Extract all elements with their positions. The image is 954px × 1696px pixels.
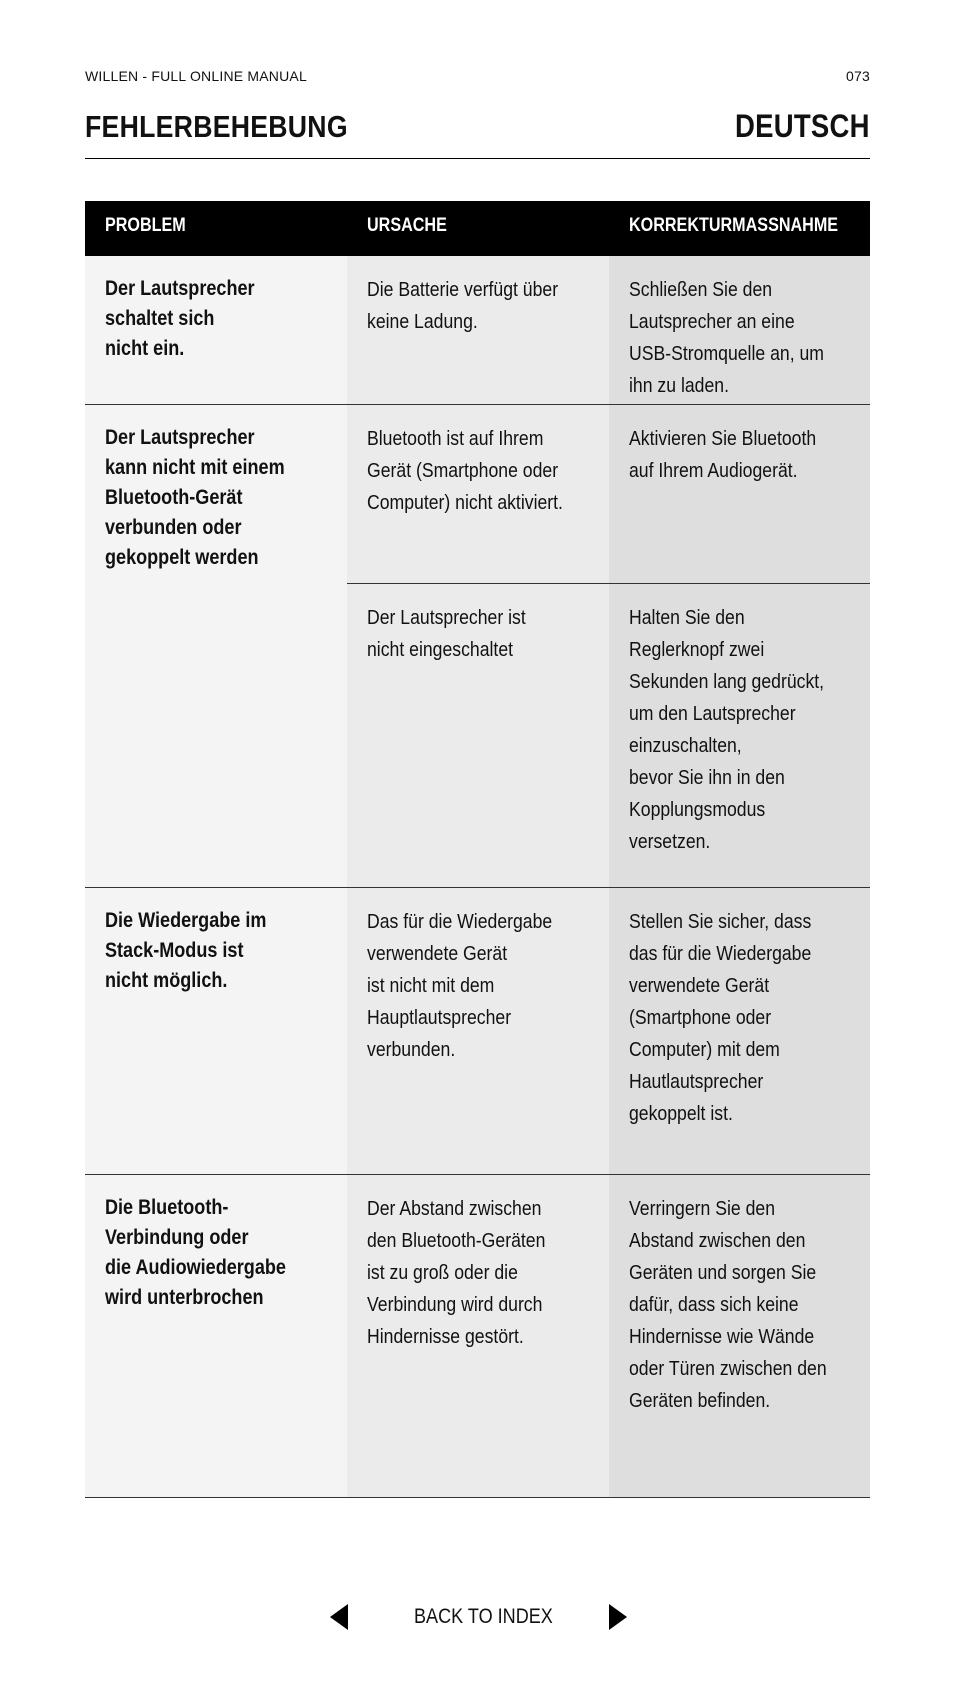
fix-cell: Schließen Sie den Lautsprecher an eine USB-Stromquelle an, um ihn zu laden. [609,256,870,404]
column-header-problem: PROBLEM [105,215,186,236]
page-header [85,68,870,84]
problem-cell: Der Lautsprecher kann nicht mit einem Bluetooth-Gerät verbunden oder gekoppelt werden [85,405,347,887]
page-number: 073 [846,68,870,84]
fix-cell: Verringern Sie den Abstand zwischen den Geräten und sorgen Sie dafür, dass sich keine Hindernisse wie Wände oder Türen zwischen den Geräten befinden. [609,1175,870,1497]
problem-cell: Der Lautsprecher schaltet sich nicht ein. [85,256,347,404]
header-divider [85,158,870,159]
problem-cell: Die Bluetooth- Verbindung oder die Audiowiedergabe wird unterbrochen [85,1175,347,1497]
back-to-index-link[interactable]: BACK TO INDEX [414,1605,553,1628]
column-header-cause: URSACHE [367,215,447,236]
cause-cell: Der Lautsprecher ist nicht eingeschaltet [347,584,609,887]
fix-cell: Stellen Sie sicher, dass das für die Wiedergabe verwendete Gerät (Smartphone oder Computer) mit dem Hautlautsprecher gekoppelt ist. [609,888,870,1174]
language-label: DEUTSCH [735,108,870,144]
table-header [85,201,870,256]
cause-cell: Das für die Wiedergabe verwendete Gerät ist nicht mit dem Hauptlautsprecher verbunden. [347,888,609,1174]
table-row [85,405,870,888]
column-header-fix: KORREKTURMASSNAHME [629,215,839,236]
fix-cell: Aktivieren Sie Bluetooth auf Ihrem Audiogerät. [609,405,870,583]
troubleshooting-table [85,201,870,1498]
section-title: FEHLERBEHEBUNG [85,109,348,144]
problem-cell: Die Wiedergabe im Stack-Modus ist nicht möglich. [85,888,347,1174]
cause-cell: Die Batterie verfügt über keine Ladung. [347,256,609,404]
next-page-icon[interactable] [609,1604,627,1630]
cause-cell: Bluetooth ist auf Ihrem Gerät (Smartphone oder Computer) nicht aktiviert. [347,405,609,583]
manual-title: WILLEN - FULL ONLINE MANUAL [85,68,307,84]
fix-cell: Halten Sie den Reglerknopf zwei Sekunden lang gedrückt, um den Lautsprecher einzuschalten, bevor Sie ihn in den Kopplungsmodus versetzen. [609,584,870,887]
title-bar [85,108,870,145]
cause-cell: Der Abstand zwischen den Bluetooth-Geräten ist zu groß oder die Verbindung wird durch Hindernisse gestört. [347,1175,609,1497]
previous-page-icon[interactable] [330,1604,348,1630]
table-row [85,256,870,405]
table-row [85,1175,870,1498]
page-navigation [0,1595,954,1635]
table-row [85,888,870,1175]
